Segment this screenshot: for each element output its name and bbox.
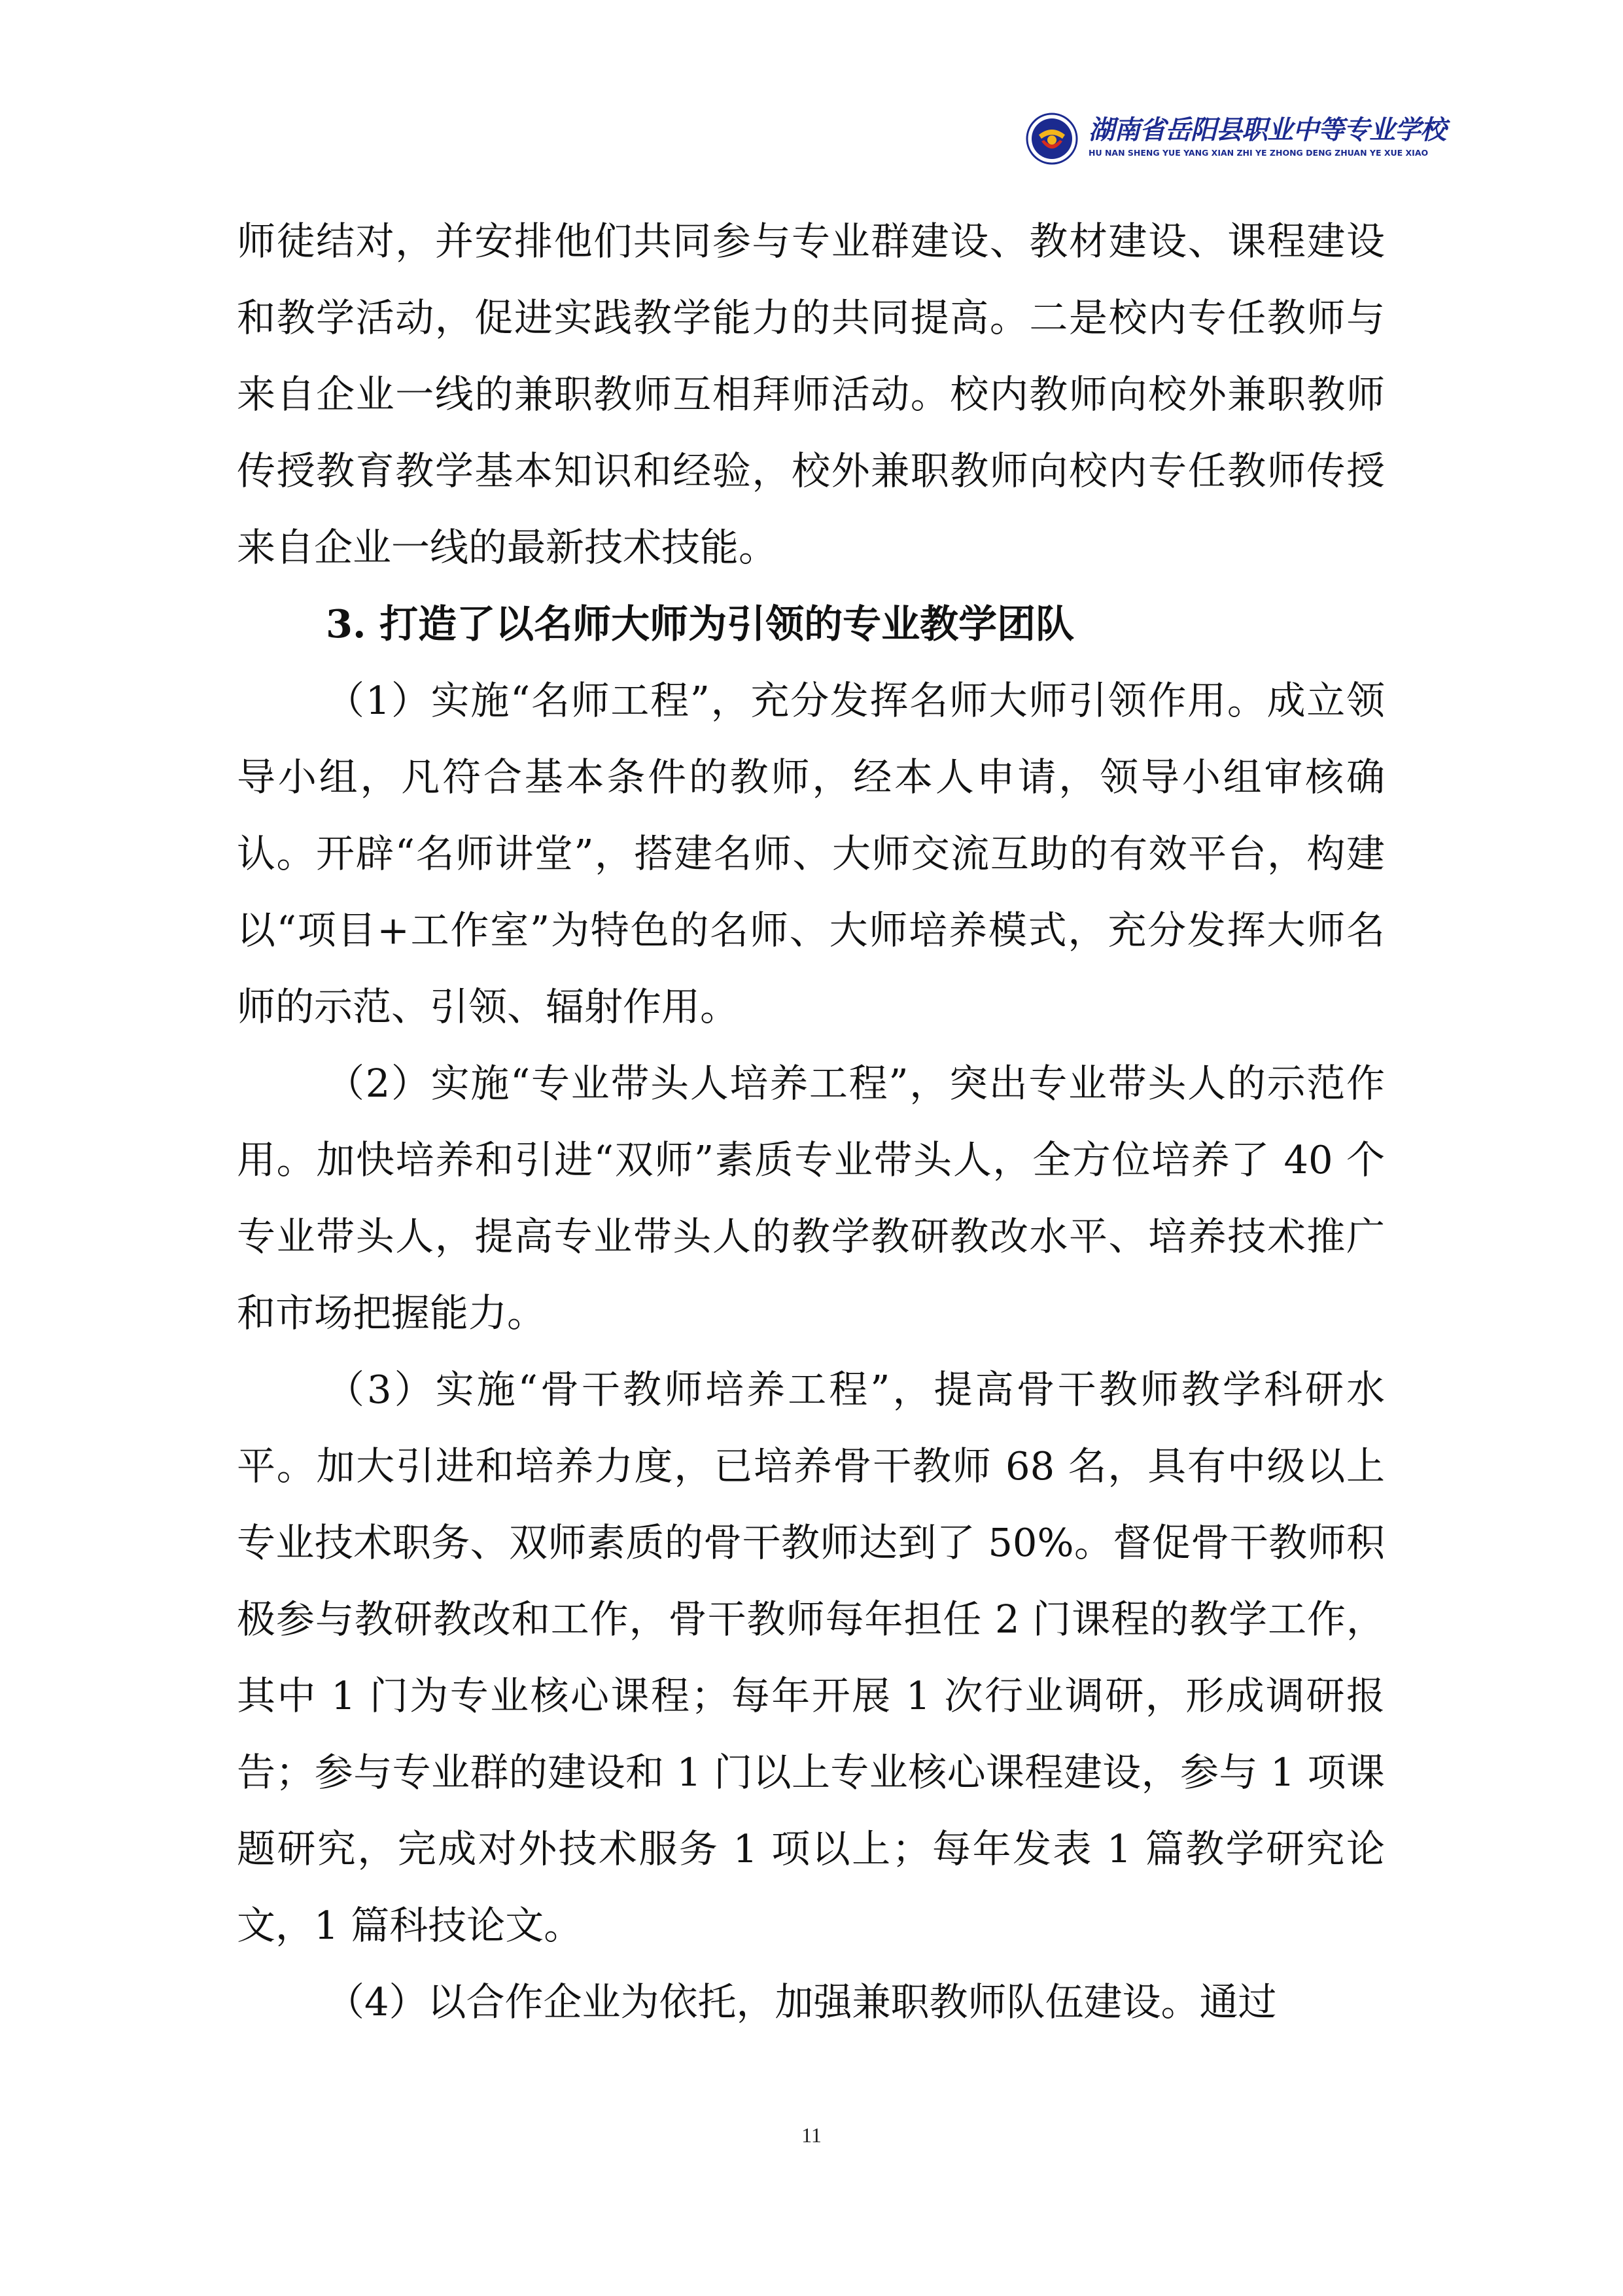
page-number: 11 xyxy=(801,2123,822,2147)
paragraph-item-1: （1）实施“名师工程”，充分发挥名师大师引领作用。成立领导小组，凡符合基本条件的教师，经本人申请，领导小组审核确认。开辟“名师讲堂”，搭建名师、大师交流互助的有效平台，构建以“项目+工作室”为特色的名师、大师培养模式，充分发挥大师名师的示范、引领、辐射作用。 xyxy=(237,678,1385,1029)
document-body xyxy=(237,203,1385,2040)
school-emblem-icon xyxy=(1026,113,1078,165)
paragraph-continuation: 师徒结对，并安排他们共同参与专业群建设、教材建设、课程建设和教学活动，促进实践教学能力的共同提高。二是校内专任教师与来自企业一线的兼职教师互相拜师活动。校内教师向校外兼职教师传授教育教学基本知识和经验，校外兼职教师向校内专任教师传授来自企业一线的最新技术技能。 xyxy=(237,219,1385,570)
school-header xyxy=(1026,113,1446,165)
section-heading: 3. 打造了以名师大师为引领的专业教学团队 xyxy=(326,601,1075,646)
school-name-en: HU NAN SHENG YUE YANG XIAN ZHI YE ZHONG DENG ZHUAN YE XUE XIAO xyxy=(1089,148,1429,158)
paragraph-item-3: （3）实施“骨干教师培养工程”，提高骨干教师教学科研水平。加大引进和培养力度，已培养骨干教师 68 名，具有中级以上专业技术职务、双师素质的骨干教师达到了 50%。督促骨干教师积极参与教研教改和工作，骨干教师每年担任 2 门课程的教学工作，其中 1 门为专业核心课程；每年开展 1 次行业调研，形成调研报告；参与专业群的建设和 1 门以上专业核心课程建设，参与 1 项课题研究，完成对外技术服务 1 项以上；每年发表 1 篇教学研究论文，1 篇科技论文。 xyxy=(237,1367,1385,1948)
school-name-cn: 湖南省岳阳县职业中等专业学校 xyxy=(1089,115,1446,145)
paragraph-item-2: （2）实施“专业带头人培养工程”，突出专业带头人的示范作用。加快培养和引进“双师”素质专业带头人，全方位培养了 40 个专业带头人，提高专业带头人的教学教研教改水平、培养技术推广和市场把握能力。 xyxy=(237,1061,1385,1335)
paragraph-item-4: （4）以合作企业为依托，加强兼职教师队伍建设。通过 xyxy=(326,1979,1277,2024)
